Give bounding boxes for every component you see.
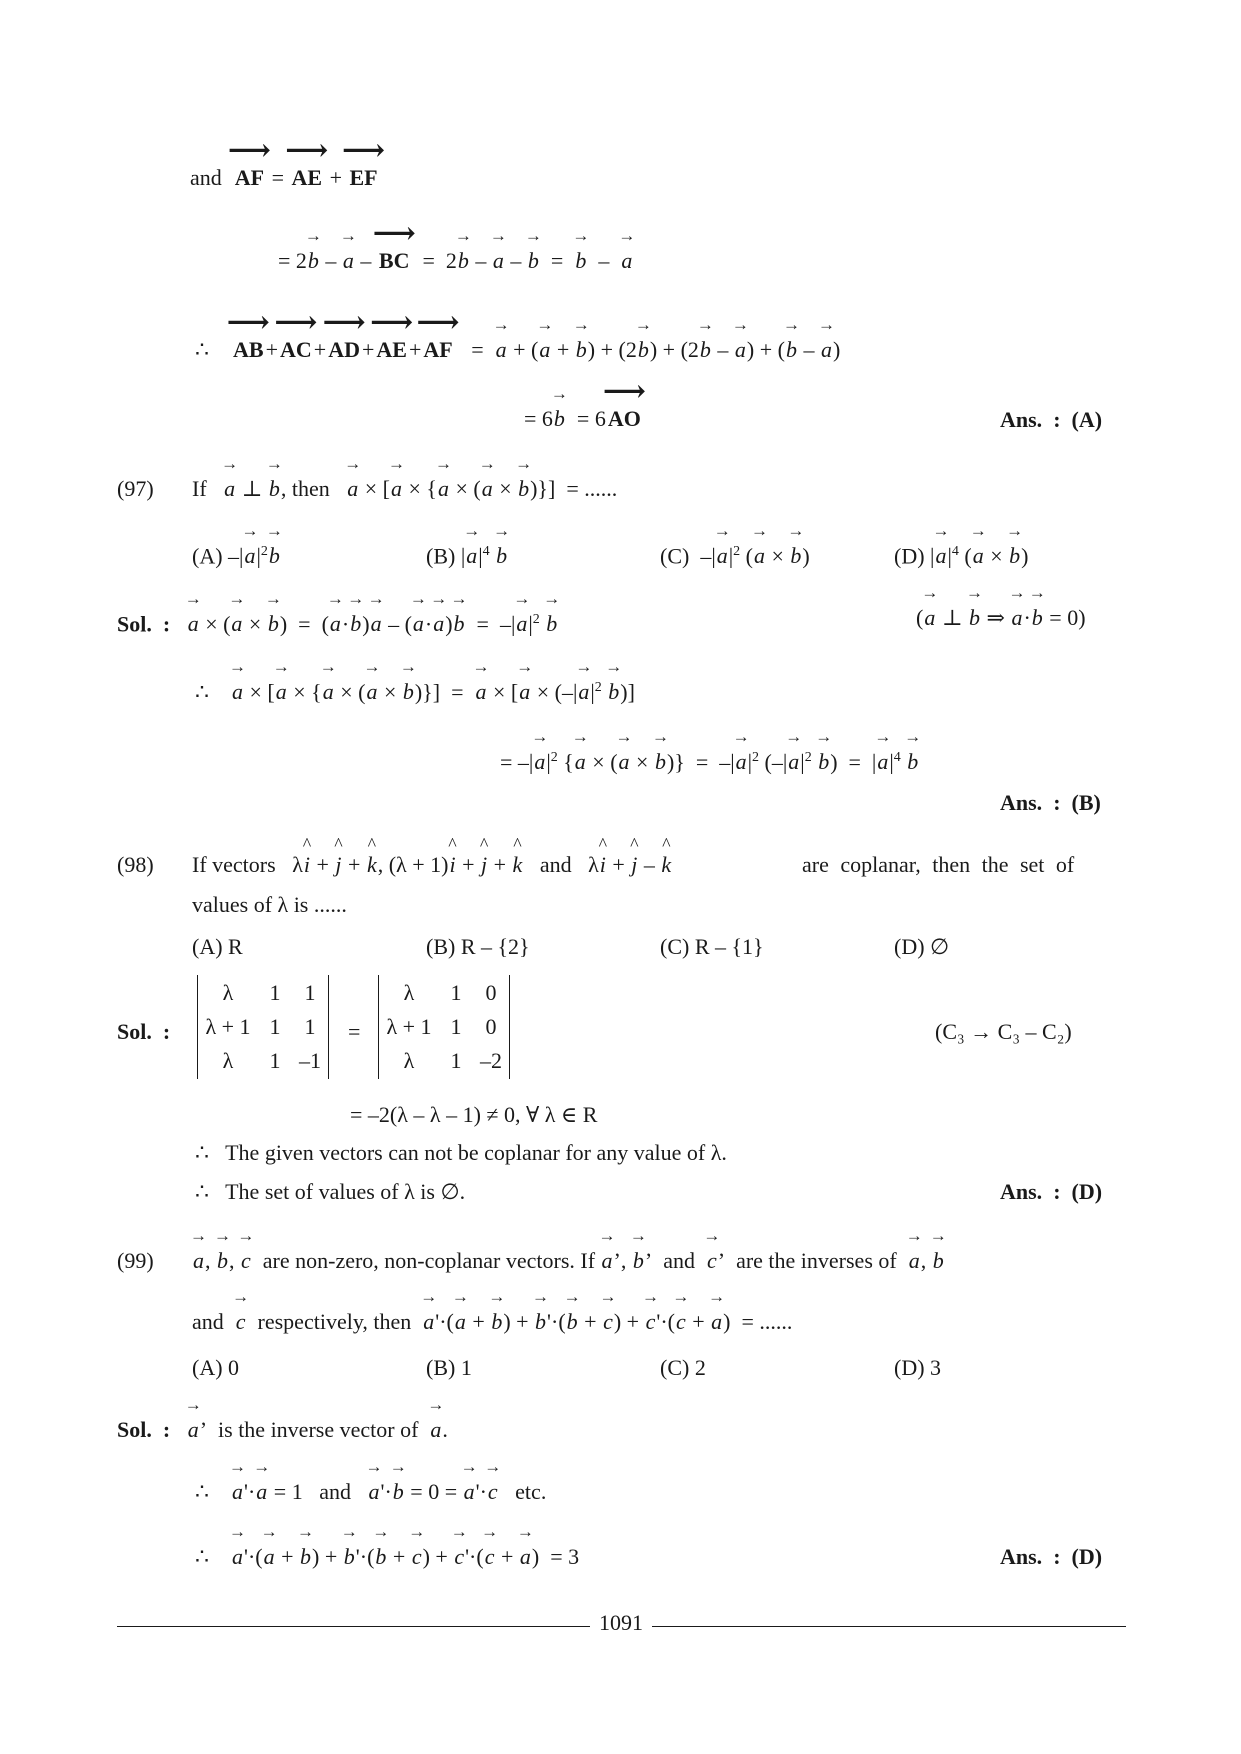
q98-line2: values of λ is ...... bbox=[192, 892, 347, 917]
q98-conclusion-1: ∴ The given vectors can not be coplanar for any value of λ. bbox=[195, 1140, 727, 1165]
q98-sol-label: Sol. : bbox=[117, 1019, 171, 1044]
line-sum-all: ∴ ⟶ AB+⟶ AC+⟶ AD+⟶ AE+⟶ AF = → a + (→ a + → b) + (2→ b) + (2→ b – → a) + (→ b – → a) bbox=[195, 335, 840, 365]
q99-sol-line2: ∴ → a'·→ a = 1 and → a'·→ b = 0 = → a'·→ c etc. bbox=[195, 1477, 546, 1507]
footer-rule-left bbox=[117, 1626, 590, 1627]
q99-sol-line3: ∴ → a'·(→ a + → b) + → b'·(→ b + → c) + → c'·(→ c + → a) = 3 bbox=[195, 1542, 579, 1572]
answer-q99: Ans. : (D) bbox=[1000, 1544, 1103, 1569]
q98-option-c: (C) R – {1} bbox=[660, 934, 764, 959]
q98-option-a: (A) R bbox=[192, 934, 243, 959]
q99-option-a: (A) 0 bbox=[192, 1355, 240, 1380]
line-af-sum: and ⟶ AF = ⟶ AE + ⟶ EF bbox=[190, 163, 380, 193]
q97-statement: If → a ⊥ → b, then → a × [→ a × {→ a × (→ a × → b)}] = ...... bbox=[192, 474, 617, 504]
q98-line1-end: are coplanar, then the set of bbox=[802, 852, 1075, 877]
q99-option-d: (D) 3 bbox=[894, 1355, 942, 1380]
q97-option-c: (C) –|→ $a|^2$ (→ a × → b) bbox=[660, 537, 810, 571]
line-af-expand: = 2→ b – → a – ⟶ BC = 2→ b – → a – → b = → b – → a bbox=[278, 246, 633, 276]
q97-number: (97) bbox=[117, 476, 154, 501]
q98-determinant-2: λ 1 0 λ + 1 1 0 λ 1 –2 bbox=[378, 975, 510, 1079]
q99-option-b: (B) 1 bbox=[426, 1355, 472, 1380]
answer-prev: Ans. : (A) bbox=[1000, 407, 1103, 432]
q98-conclusion-2: ∴ The set of values of λ is ∅. bbox=[195, 1179, 466, 1204]
q97-option-b: (B) |→ $a|^4 \to b$ bbox=[426, 537, 508, 571]
q99-line2: and → c respectively, then → a'·(→ a + → b) + → b'·(→ b + → c) + → c'·(→ c + → a) = ...... bbox=[192, 1307, 792, 1337]
q98-number: (98) bbox=[117, 852, 154, 877]
q99-option-c: (C) 2 bbox=[660, 1355, 706, 1380]
q98-option-d: (D) ∅ bbox=[894, 934, 950, 959]
q99-number: (99) bbox=[117, 1248, 154, 1273]
q97-option-a: (A) –|→ $a|^2\to b$ bbox=[192, 537, 281, 571]
q99-sol-line1: Sol. : → a’ is the inverse vector of → a. bbox=[117, 1415, 448, 1445]
q98-option-b: (B) R – {2} bbox=[426, 934, 530, 959]
q97-sol-line1: Sol. : → a × (→ a × → b) = (→ a·→ b)→ a – (→ a·→ a)→ b = –|→ $a|^2 \to b$ bbox=[117, 605, 558, 639]
q98-det-equals: = bbox=[348, 1019, 361, 1044]
q98-line1: If vectors λ^ i + ^ j + ^ k, (λ + 1)^ i + ^ j + ^ k and λ^ i + ^ j – ^ k bbox=[192, 850, 672, 880]
line-result-ao: = 6→ b = 6⟶ AO bbox=[524, 404, 643, 434]
q99-line1: → a, → b, → c are non-zero, non-coplanar vectors. If → a’, → b’ and → c’ are the inverses of → a, → b bbox=[192, 1246, 945, 1276]
q97-sol-note: (→ a ⊥ → b ⇒ → a·→ b = 0) bbox=[916, 603, 1086, 633]
page-number: 1091 bbox=[590, 1610, 652, 1636]
answer-q97: Ans. : (B) bbox=[1000, 790, 1101, 815]
footer-rule-right bbox=[652, 1626, 1126, 1627]
q97-sol-line2: ∴ → a × [→ a × {→ a × (→ a × → b)}] = → a × [→ a × (–|→ $a|^2 \to b$)] bbox=[195, 673, 635, 707]
q97-option-d: (D) |→ $a|^4$ (→ a × → b) bbox=[894, 537, 1028, 571]
q97-sol-line3: = –|→ $a|^2$ {→ a × (→ a × → b)} = –|→ $a|^2$ (–|→ $a|^2 \to b$) = |→ $a|^4 \to b$ bbox=[500, 743, 919, 777]
q98-column-operation: (C₃ → C₃ – C₂) bbox=[935, 1019, 1072, 1044]
answer-q98: Ans. : (D) bbox=[1000, 1179, 1103, 1204]
q98-determinant-1: λ 1 1 λ + 1 1 1 λ 1 –1 bbox=[197, 975, 329, 1079]
q98-step: = –2(λ – λ – 1) ≠ 0, ∀ λ ∈ R bbox=[350, 1102, 598, 1127]
